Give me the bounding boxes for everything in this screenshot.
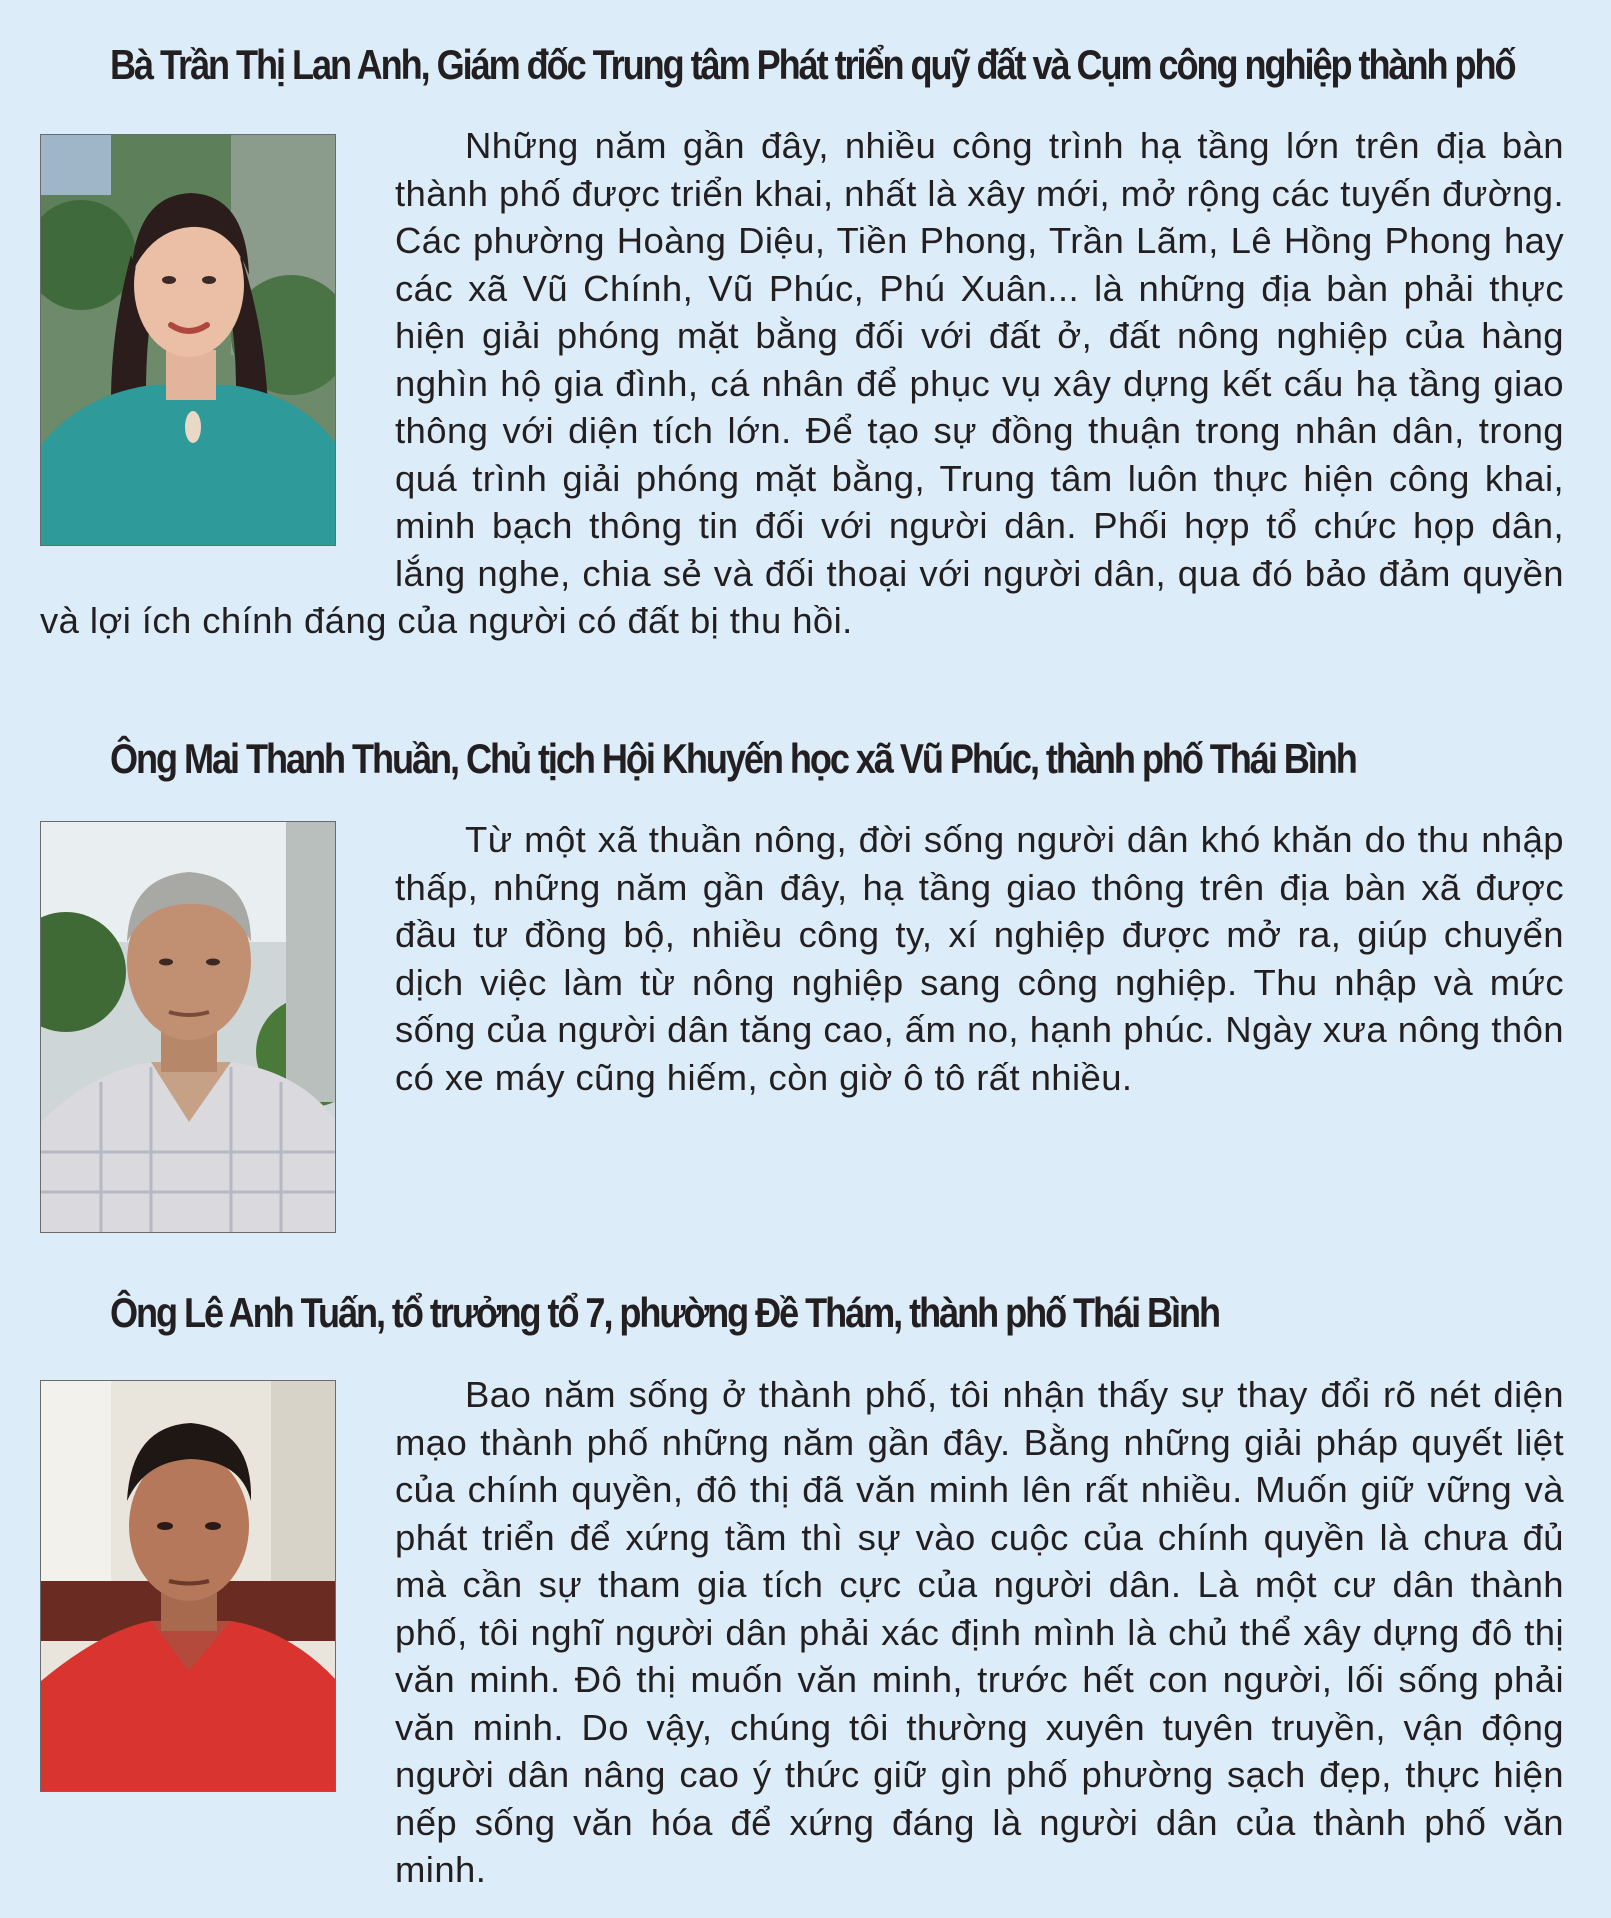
section-3-text: [40, 1371, 1564, 1894]
section-2-text: [40, 816, 1564, 1106]
section-1-heading: Bà Trần Thị Lan Anh, Giám đốc Trung tâm Phát triển quỹ đất và Cụm công nghiệp thành phố: [110, 41, 1515, 88]
section-3-heading: Ông Lê Anh Tuấn, tổ trưởng tổ 7, phường Đề Thám, thành phố Thái Bình: [110, 1289, 1220, 1336]
section-2-heading: Ông Mai Thanh Thuần, Chủ tịch Hội Khuyến học xã Vũ Phúc, thành phố Thái Bình: [110, 735, 1356, 782]
section-3-text-content: Bao năm sống ở thành phố, tôi nhận thấy sự thay đổi rõ nét diện mạo thành phố những năm gần đây. Bằng những giải pháp quyết liệt của chính quyền, đô thị đã văn minh lên rất nhiều. Muốn giữ vững và phát triển để xứng tầm thì sự vào cuộc của chính quyền là chưa đủ mà cần sự tham gia tích cực của người dân. Là một cư dân thành phố, tôi nghĩ người dân phải xác định mình là chủ thể xây dựng đô thị văn minh. Đô thị muốn văn minh, trước hết con người, lối sống phải văn minh. Do vậy, chúng tôi thường xuyên tuyên truyền, vận động người dân nâng cao ý thức giữ gìn phố phường sạch đẹp, thực hiện nếp sống văn hóa để xứng đáng là người dân của thành phố văn minh.: [395, 1374, 1564, 1890]
section-1-text: [40, 122, 1564, 645]
section-2-text-content: Từ một xã thuần nông, đời sống người dân khó khăn do thu nhập thấp, những năm gần đây, hạ tầng giao thông trên địa bàn xã được đầu tư đồng bộ, nhiều công ty, xí nghiệp được mở ra, giúp chuyển dịch việc làm từ nông nghiệp sang công nghiệp. Thu nhập và mức sống của người dân tăng cao, ấm no, hạnh phúc. Ngày xưa nông thôn có xe máy cũng hiếm, còn giờ ô tô rất nhiều.: [395, 819, 1564, 1098]
section-1-text-content: Những năm gần đây, nhiều công trình hạ tầng lớn trên địa bàn thành phố được triển khai, nhất là xây mới, mở rộng các tuyến đường. Các phường Hoàng Diệu, Tiền Phong, Trần Lãm, Lê Hồng Phong hay các xã Vũ Chính, Vũ Phúc, Phú Xuân... là những địa bàn phải thực hiện giải phóng mặt bằng đối với đất ở, đất nông nghiệp của hàng nghìn hộ gia đình, cá nhân để phục vụ xây dựng kết cấu hạ tầng giao thông với diện tích lớn. Để tạo sự đồng thuận trong nhân dân, trong quá trình giải phóng mặt bằng, Trung tâm luôn thực hiện công khai, minh bạch thông tin đối với người dân. Phối hợp tổ chức họp dân, lắng nghe, chia sẻ và đối thoại với người dân, qua đó bảo đảm quyền và lợi ích chính đáng của người có đất bị thu hồi.: [40, 125, 1564, 641]
